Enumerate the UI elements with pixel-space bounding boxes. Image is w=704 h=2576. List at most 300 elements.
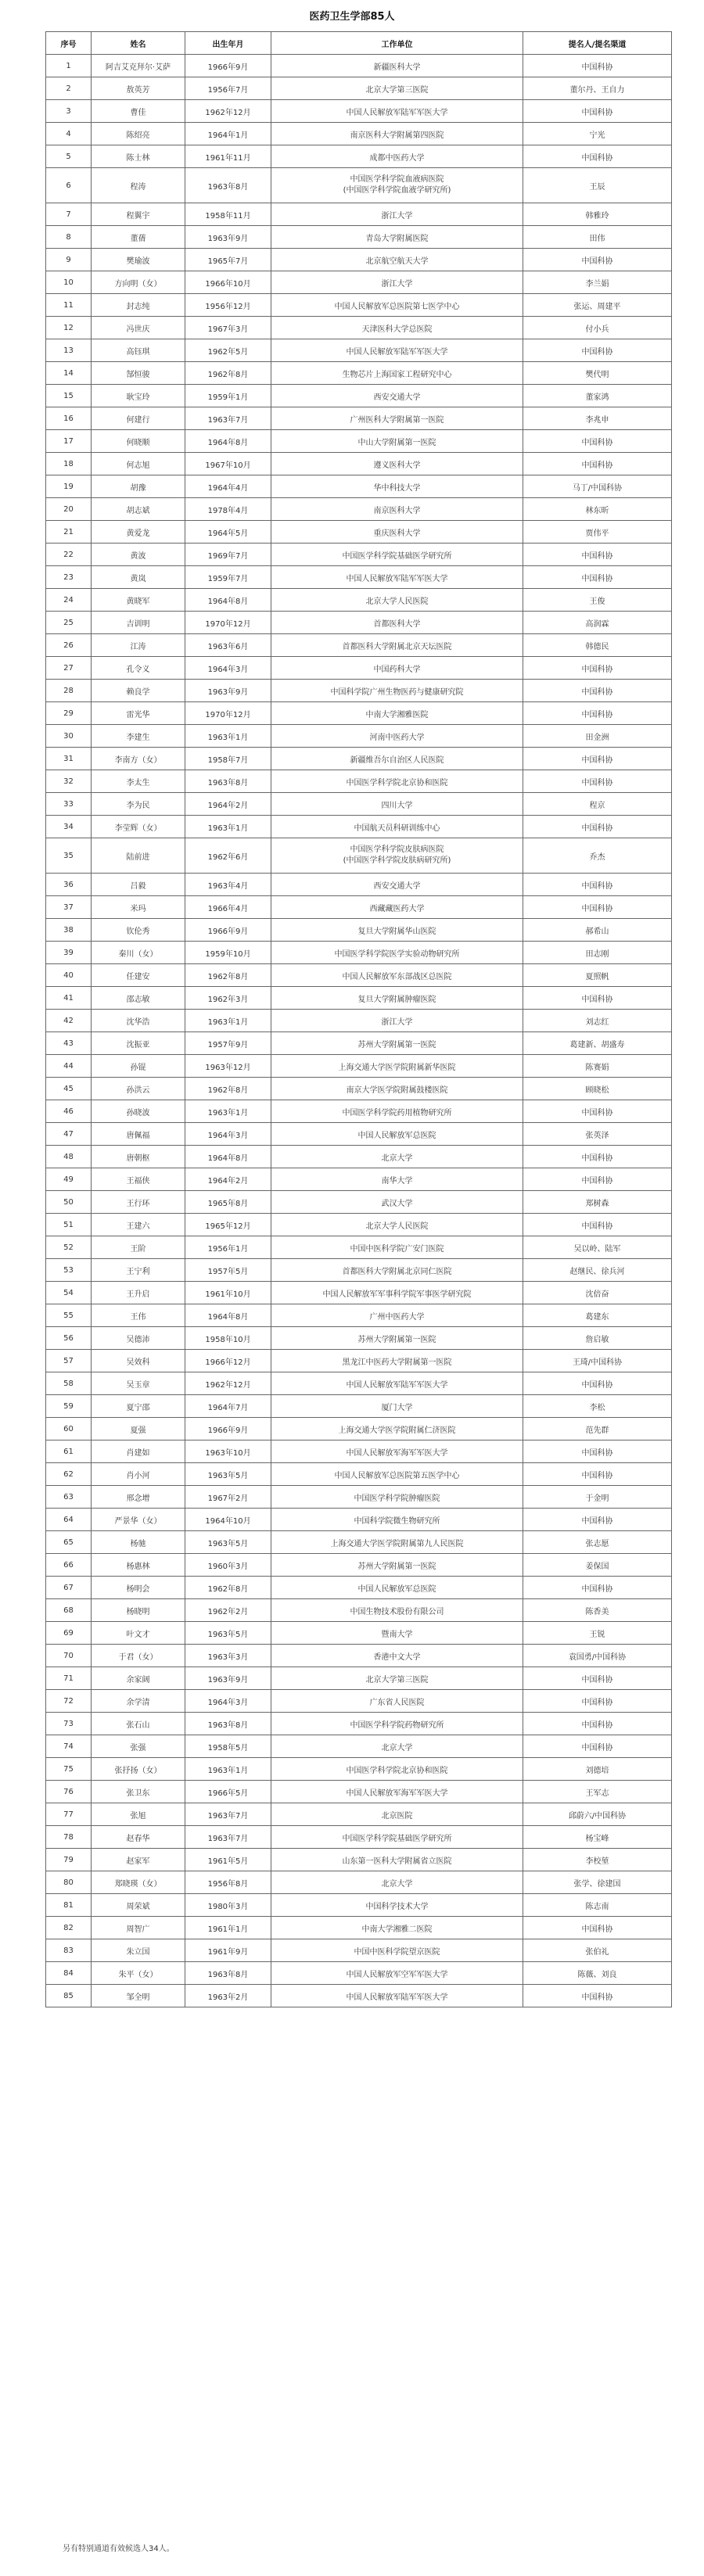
table-row: [46, 1871, 672, 1894]
cell-unit: 中国科学院广州生物医药与健康研究院: [271, 680, 523, 702]
cell-index: 26: [46, 634, 92, 657]
cell-name: 王宁利: [92, 1259, 185, 1282]
cell-index: 73: [46, 1713, 92, 1735]
cell-birth: 1963年6月: [185, 634, 271, 657]
table-row: [46, 521, 672, 544]
cell-birth: 1962年12月: [185, 1372, 271, 1395]
cell-nominator: 中国科协: [523, 430, 672, 453]
table-row: [46, 634, 672, 657]
cell-name: 程翼宇: [92, 203, 185, 226]
table-row: [46, 1304, 672, 1327]
cell-birth: 1963年4月: [185, 874, 271, 896]
cell-nominator: 葛建新、胡盛寿: [523, 1032, 672, 1055]
cell-nominator: 高润霖: [523, 612, 672, 634]
header-birth: 出生年月: [185, 32, 271, 55]
cell-birth: 1967年2月: [185, 1486, 271, 1509]
cell-nominator: 夏照帆: [523, 964, 672, 987]
cell-index: 21: [46, 521, 92, 544]
cell-index: 18: [46, 453, 92, 475]
cell-name: 胡志斌: [92, 498, 185, 521]
table-row: [46, 1350, 672, 1372]
table-row: [46, 1191, 672, 1214]
table-row: [46, 896, 672, 919]
cell-name: 黄爱龙: [92, 521, 185, 544]
cell-name: 赵春华: [92, 1826, 185, 1849]
table-row: [46, 1100, 672, 1123]
cell-name: 吴德沛: [92, 1327, 185, 1350]
cell-index: 47: [46, 1123, 92, 1146]
table-row: [46, 942, 672, 964]
cell-birth: 1980年3月: [185, 1894, 271, 1917]
cell-index: 50: [46, 1191, 92, 1214]
cell-birth: 1978年4月: [185, 498, 271, 521]
cell-index: 48: [46, 1146, 92, 1168]
table-row: [46, 1531, 672, 1554]
table-row: [46, 1962, 672, 1985]
cell-nominator: 陈香美: [523, 1599, 672, 1622]
cell-nominator: 中国科协: [523, 453, 672, 475]
cell-unit: 中南大学湘雅医院: [271, 702, 523, 725]
cell-name: 耿宝玲: [92, 385, 185, 407]
cell-nominator: 中国科协: [523, 1100, 672, 1123]
cell-birth: 1964年4月: [185, 475, 271, 498]
cell-index: 23: [46, 566, 92, 589]
cell-unit: [271, 168, 523, 203]
cell-nominator: 中国科协: [523, 100, 672, 123]
cell-nominator: 张伯礼: [523, 1939, 672, 1962]
cell-name: 李莹辉（女）: [92, 816, 185, 838]
cell-unit: 中国人民解放军海军军医大学: [271, 1440, 523, 1463]
cell-birth: 1962年8月: [185, 1078, 271, 1100]
cell-nominator: 田金洲: [523, 725, 672, 748]
table-row: [46, 362, 672, 385]
cell-birth: 1966年9月: [185, 55, 271, 77]
cell-name: 陈绍亮: [92, 123, 185, 145]
cell-nominator: 田志刚: [523, 942, 672, 964]
cell-name: 胡豫: [92, 475, 185, 498]
cell-birth: 1969年7月: [185, 544, 271, 566]
cell-birth: 1966年4月: [185, 896, 271, 919]
cell-name: 沈华浩: [92, 1010, 185, 1032]
cell-birth: 1956年8月: [185, 1871, 271, 1894]
cell-nominator: 中国科协: [523, 1690, 672, 1713]
cell-unit: 中国人民解放军空军军医大学: [271, 1962, 523, 1985]
cell-index: 9: [46, 249, 92, 271]
cell-index: 81: [46, 1894, 92, 1917]
cell-index: 20: [46, 498, 92, 521]
cell-index: 51: [46, 1214, 92, 1236]
table-row: [46, 1577, 672, 1599]
cell-birth: 1965年7月: [185, 249, 271, 271]
table-row: [46, 430, 672, 453]
cell-nominator: 张英泽: [523, 1123, 672, 1146]
cell-nominator: 中国科协: [523, 1214, 672, 1236]
cell-unit: 中国医学科学院北京协和医院: [271, 1758, 523, 1781]
table-row: [46, 317, 672, 339]
cell-birth: 1963年7月: [185, 1803, 271, 1826]
cell-name: 夏强: [92, 1418, 185, 1440]
cell-index: 70: [46, 1645, 92, 1667]
table-row: [46, 1486, 672, 1509]
cell-nominator: 中国科协: [523, 1440, 672, 1463]
table-row: [46, 874, 672, 896]
cell-birth: 1966年5月: [185, 1781, 271, 1803]
cell-index: 1: [46, 55, 92, 77]
cell-unit: 中国人民解放军陆军军医大学: [271, 100, 523, 123]
cell-nominator: 中国科协: [523, 702, 672, 725]
cell-index: 6: [46, 168, 92, 203]
cell-index: 61: [46, 1440, 92, 1463]
cell-unit: 中国人民解放军总医院: [271, 1123, 523, 1146]
cell-birth: 1963年1月: [185, 1100, 271, 1123]
cell-unit: 新疆维吾尔自治区人民医院: [271, 748, 523, 770]
cell-unit: 复旦大学附属肿瘤医院: [271, 987, 523, 1010]
cell-index: 15: [46, 385, 92, 407]
cell-unit: 广州中医药大学: [271, 1304, 523, 1327]
cell-index: 65: [46, 1531, 92, 1554]
table-row: [46, 1622, 672, 1645]
cell-birth: 1963年8月: [185, 1713, 271, 1735]
table-body: [46, 55, 672, 2007]
table-row: [46, 1985, 672, 2007]
cell-name: 朱立国: [92, 1939, 185, 1962]
cell-nominator: 中国科协: [523, 770, 672, 793]
cell-unit: 中国人民解放军军事科学院军事医学研究院: [271, 1282, 523, 1304]
cell-name: 曹佳: [92, 100, 185, 123]
cell-birth: 1964年3月: [185, 1690, 271, 1713]
cell-index: 49: [46, 1168, 92, 1191]
cell-nominator: 中国科协: [523, 896, 672, 919]
cell-unit: 中国科学院微生物研究所: [271, 1509, 523, 1531]
cell-unit: 黑龙江中医药大学附属第一医院: [271, 1350, 523, 1372]
cell-nominator: 中国科协: [523, 1577, 672, 1599]
cell-unit: 中国人民解放军总医院第七医学中心: [271, 294, 523, 317]
cell-nominator: 中国科协: [523, 1509, 672, 1531]
cell-unit: 北京大学第三医院: [271, 77, 523, 100]
cell-index: 64: [46, 1509, 92, 1531]
cell-index: 79: [46, 1849, 92, 1871]
cell-name: 李为民: [92, 793, 185, 816]
cell-unit: 河南中医药大学: [271, 725, 523, 748]
header-unit: 工作单位: [271, 32, 523, 55]
cell-name: 肖建如: [92, 1440, 185, 1463]
cell-unit: 北京大学: [271, 1871, 523, 1894]
cell-index: 57: [46, 1350, 92, 1372]
table-row: [46, 1032, 672, 1055]
cell-unit: 中国医学科学院北京协和医院: [271, 770, 523, 793]
cell-index: 8: [46, 226, 92, 249]
cell-birth: 1961年5月: [185, 1849, 271, 1871]
cell-nominator: 中国科协: [523, 1146, 672, 1168]
cell-birth: 1964年8月: [185, 430, 271, 453]
cell-index: 38: [46, 919, 92, 942]
table-row: [46, 1440, 672, 1463]
table-row: [46, 544, 672, 566]
cell-unit: 重庆医科大学: [271, 521, 523, 544]
cell-unit: 首都医科大学附属北京同仁医院: [271, 1259, 523, 1282]
cell-name: 郜恒骏: [92, 362, 185, 385]
cell-nominator: 马丁/中国科协: [523, 475, 672, 498]
cell-index: 44: [46, 1055, 92, 1078]
table-row: [46, 1078, 672, 1100]
cell-nominator: 中国科协: [523, 816, 672, 838]
cell-name: 杨驰: [92, 1531, 185, 1554]
table-row: [46, 1599, 672, 1622]
cell-birth: 1963年2月: [185, 1985, 271, 2007]
cell-birth: 1958年11月: [185, 203, 271, 226]
cell-name: 张抒扬（女）: [92, 1758, 185, 1781]
cell-nominator: 张学、徐建国: [523, 1871, 672, 1894]
table-row: [46, 1010, 672, 1032]
cell-name: 邹全明: [92, 1985, 185, 2007]
table-row: [46, 294, 672, 317]
table-row: [46, 1690, 672, 1713]
cell-name: 王阶: [92, 1236, 185, 1259]
table-row: [46, 1168, 672, 1191]
cell-index: 2: [46, 77, 92, 100]
cell-unit: 中国生物技术股份有限公司: [271, 1599, 523, 1622]
cell-index: 30: [46, 725, 92, 748]
cell-nominator: 中国科协: [523, 1667, 672, 1690]
cell-index: 74: [46, 1735, 92, 1758]
cell-name: 严景华（女）: [92, 1509, 185, 1531]
cell-unit: 天津医科大学总医院: [271, 317, 523, 339]
table-row: [46, 1758, 672, 1781]
cell-index: 55: [46, 1304, 92, 1327]
table-row: [46, 838, 672, 874]
cell-birth: 1964年2月: [185, 793, 271, 816]
cell-birth: 1963年12月: [185, 1055, 271, 1078]
cell-unit: 中国航天员科研训练中心: [271, 816, 523, 838]
cell-unit: 中国医学科学院肿瘤医院: [271, 1486, 523, 1509]
cell-unit: 北京大学第三医院: [271, 1667, 523, 1690]
table-row: [46, 1713, 672, 1735]
cell-name: 张卫东: [92, 1781, 185, 1803]
cell-name: 吕毅: [92, 874, 185, 896]
cell-unit: 中国医学科学院药用植物研究所: [271, 1100, 523, 1123]
cell-name: 唐佩福: [92, 1123, 185, 1146]
cell-name: 王行环: [92, 1191, 185, 1214]
cell-index: 63: [46, 1486, 92, 1509]
table-row: [46, 1327, 672, 1350]
cell-name: 米玛: [92, 896, 185, 919]
cell-index: 83: [46, 1939, 92, 1962]
cell-name: 肖小河: [92, 1463, 185, 1486]
cell-nominator: 陈赛娟: [523, 1055, 672, 1078]
cell-index: 31: [46, 748, 92, 770]
cell-unit: 中国科学技术大学: [271, 1894, 523, 1917]
cell-unit: 广东省人民医院: [271, 1690, 523, 1713]
table-row: [46, 339, 672, 362]
cell-nominator: 李校堃: [523, 1849, 672, 1871]
cell-nominator: 吴以岭、陆军: [523, 1236, 672, 1259]
cell-nominator: 中国科协: [523, 680, 672, 702]
cell-index: 66: [46, 1554, 92, 1577]
cell-unit: 中国人民解放军总医院: [271, 1577, 523, 1599]
table-row: [46, 100, 672, 123]
cell-name: 敖英芳: [92, 77, 185, 100]
cell-unit: 遵义医科大学: [271, 453, 523, 475]
cell-nominator: 李松: [523, 1395, 672, 1418]
cell-nominator: 王辰: [523, 168, 672, 203]
cell-name: 黄岚: [92, 566, 185, 589]
cell-name: 阿吉艾克拜尔·艾萨: [92, 55, 185, 77]
cell-unit: 上海交通大学医学院附属仁济医院: [271, 1418, 523, 1440]
cell-birth: 1964年3月: [185, 1123, 271, 1146]
header-nominator: 提名人/提名渠道: [523, 32, 672, 55]
cell-unit: 中南大学湘雅二医院: [271, 1917, 523, 1939]
cell-index: 29: [46, 702, 92, 725]
table-row: [46, 1259, 672, 1282]
cell-name: 李太生: [92, 770, 185, 793]
cell-nominator: 乔杰: [523, 838, 672, 874]
cell-nominator: 中国科协: [523, 1168, 672, 1191]
table-row: [46, 249, 672, 271]
table-row: [46, 919, 672, 942]
cell-index: 85: [46, 1985, 92, 2007]
footnote: 另有特别通道有效候选人34人。: [63, 2545, 174, 2553]
cell-index: 76: [46, 1781, 92, 1803]
cell-unit: 广州医科大学附属第一医院: [271, 407, 523, 430]
cell-nominator: 刘志红: [523, 1010, 672, 1032]
cell-index: 33: [46, 793, 92, 816]
cell-nominator: 袁国勇/中国科协: [523, 1645, 672, 1667]
cell-name: 周荣斌: [92, 1894, 185, 1917]
cell-nominator: 王琦/中国科协: [523, 1350, 672, 1372]
cell-nominator: 韩雅玲: [523, 203, 672, 226]
table-row: [46, 1554, 672, 1577]
cell-birth: 1965年12月: [185, 1214, 271, 1236]
cell-birth: 1957年5月: [185, 1259, 271, 1282]
table-row: [46, 1372, 672, 1395]
cell-unit: 暨南大学: [271, 1622, 523, 1645]
table-row: [46, 1645, 672, 1667]
cell-name: 张旭: [92, 1803, 185, 1826]
page-title: 医药卫生学部85人: [309, 11, 395, 23]
cell-name: 赖良学: [92, 680, 185, 702]
cell-birth: 1963年8月: [185, 168, 271, 203]
cell-unit: 武汉大学: [271, 1191, 523, 1214]
cell-unit: 华中科技大学: [271, 475, 523, 498]
cell-birth: 1966年9月: [185, 1418, 271, 1440]
table-row: [46, 1236, 672, 1259]
cell-birth: 1964年3月: [185, 657, 271, 680]
cell-nominator: 中国科协: [523, 1713, 672, 1735]
cell-unit: 苏州大学附属第一医院: [271, 1032, 523, 1055]
table-row: [46, 1418, 672, 1440]
cell-name: 江涛: [92, 634, 185, 657]
cell-index: 84: [46, 1962, 92, 1985]
cell-index: 56: [46, 1327, 92, 1350]
table-row: [46, 816, 672, 838]
cell-index: 67: [46, 1577, 92, 1599]
cell-name: 王伟: [92, 1304, 185, 1327]
cell-index: 58: [46, 1372, 92, 1395]
cell-birth: 1960年3月: [185, 1554, 271, 1577]
cell-unit: 复旦大学附属华山医院: [271, 919, 523, 942]
cell-index: 10: [46, 271, 92, 294]
cell-index: 27: [46, 657, 92, 680]
cell-name: 程涛: [92, 168, 185, 203]
cell-unit: 生物芯片上海国家工程研究中心: [271, 362, 523, 385]
cell-nominator: 樊代明: [523, 362, 672, 385]
cell-unit: 中国人民解放军陆军军医大学: [271, 566, 523, 589]
cell-index: 82: [46, 1917, 92, 1939]
cell-unit-line: (中国医学科学院血液学研究所): [343, 186, 451, 195]
cell-name: 方向明（女）: [92, 271, 185, 294]
cell-nominator: 陈志南: [523, 1894, 672, 1917]
cell-name: 夏宁邵: [92, 1395, 185, 1418]
cell-nominator: 中国科协: [523, 1985, 672, 2007]
cell-unit: 浙江大学: [271, 203, 523, 226]
cell-name: 吴效科: [92, 1350, 185, 1372]
cell-name: 孙晓波: [92, 1100, 185, 1123]
table-row: [46, 1667, 672, 1690]
cell-unit: 南京医科大学: [271, 498, 523, 521]
table-row: [46, 1463, 672, 1486]
cell-birth: 1963年5月: [185, 1531, 271, 1554]
cell-nominator: 中国科协: [523, 339, 672, 362]
cell-index: 16: [46, 407, 92, 430]
table-row: [46, 793, 672, 816]
cell-unit: 中国中医科学院望京医院: [271, 1939, 523, 1962]
table-row: [46, 1146, 672, 1168]
cell-unit: 新疆医科大学: [271, 55, 523, 77]
cell-unit: 苏州大学附属第一医院: [271, 1554, 523, 1577]
table-row: [46, 725, 672, 748]
cell-unit: 成都中医药大学: [271, 145, 523, 168]
cell-birth: 1967年3月: [185, 317, 271, 339]
cell-index: 28: [46, 680, 92, 702]
cell-birth: 1963年8月: [185, 1962, 271, 1985]
table-row: [46, 475, 672, 498]
cell-unit: 北京大学: [271, 1146, 523, 1168]
cell-index: 71: [46, 1667, 92, 1690]
cell-birth: 1962年8月: [185, 362, 271, 385]
cell-unit: 北京大学人民医院: [271, 589, 523, 612]
cell-unit: 中国人民解放军陆军军医大学: [271, 1372, 523, 1395]
cell-name: 张石山: [92, 1713, 185, 1735]
table-row: [46, 1803, 672, 1826]
cell-name: 张强: [92, 1735, 185, 1758]
cell-name: 杨明会: [92, 1577, 185, 1599]
cell-unit: [271, 838, 523, 874]
table-row: [46, 987, 672, 1010]
cell-birth: 1961年9月: [185, 1939, 271, 1962]
cell-nominator: 中国科协: [523, 748, 672, 770]
cell-birth: 1963年8月: [185, 770, 271, 793]
cell-name: 王福侠: [92, 1168, 185, 1191]
table-row: [46, 168, 672, 203]
table-row: [46, 1123, 672, 1146]
cell-nominator: 林东昕: [523, 498, 672, 521]
cell-name: 高钰琪: [92, 339, 185, 362]
cell-birth: 1962年8月: [185, 1577, 271, 1599]
cell-birth: 1956年12月: [185, 294, 271, 317]
cell-unit: 中国人民解放军陆军军医大学: [271, 339, 523, 362]
cell-nominator: 顾晓松: [523, 1078, 672, 1100]
cell-index: 62: [46, 1463, 92, 1486]
cell-nominator: 中国科协: [523, 1917, 672, 1939]
cell-name: 王建六: [92, 1214, 185, 1236]
cell-name: 邢念增: [92, 1486, 185, 1509]
cell-unit: 北京航空航天大学: [271, 249, 523, 271]
cell-name: 孔令义: [92, 657, 185, 680]
header-index: 序号: [46, 32, 92, 55]
cell-index: 69: [46, 1622, 92, 1645]
cell-name: 任建安: [92, 964, 185, 987]
cell-unit: 西安交通大学: [271, 385, 523, 407]
